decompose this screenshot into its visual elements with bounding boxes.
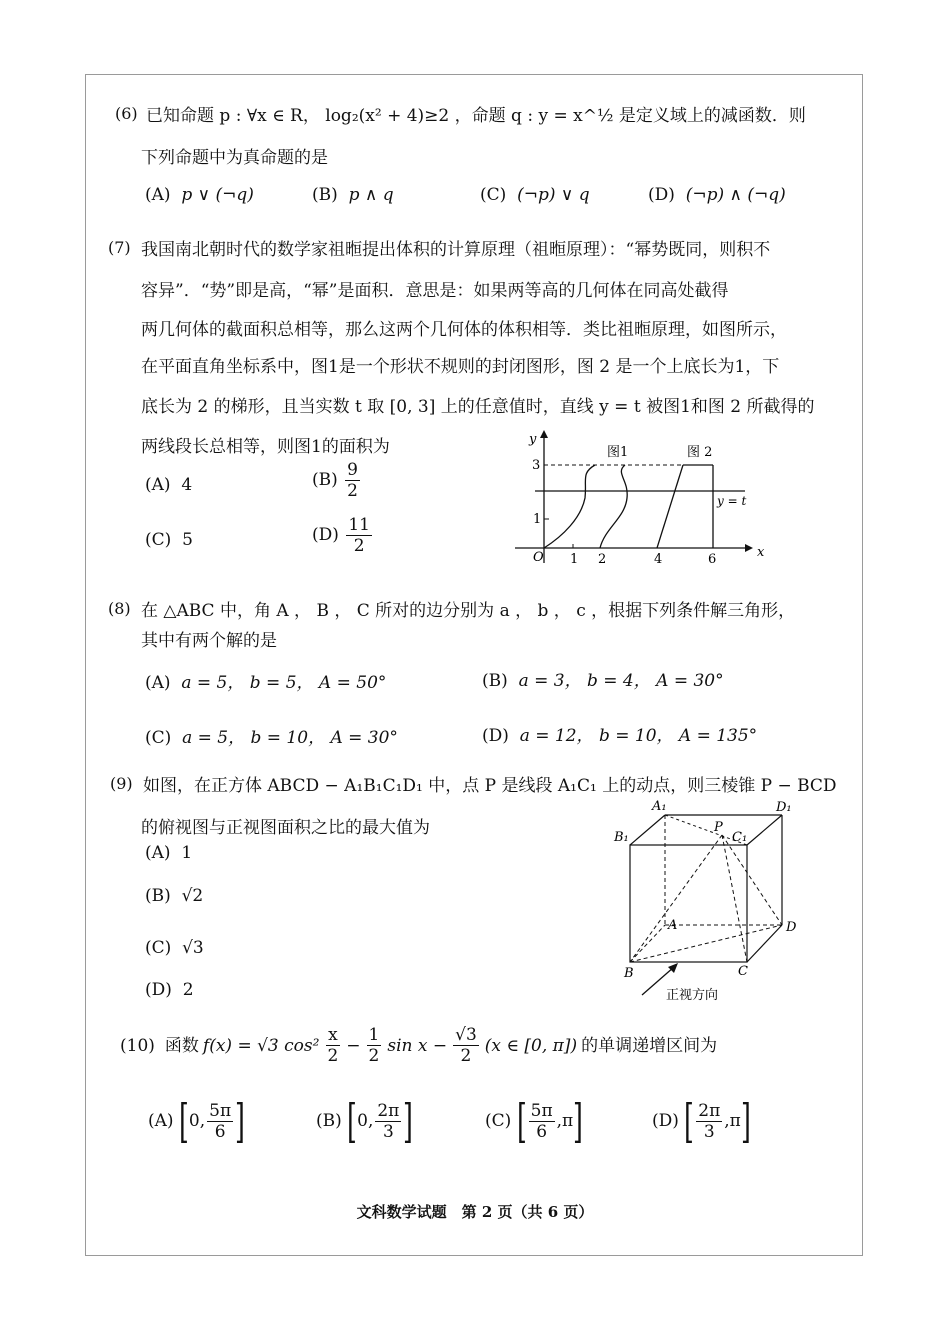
question-text: 下列命题中为真命题的是 bbox=[141, 148, 328, 168]
area-figure bbox=[505, 428, 765, 568]
question-text: 在 △ABC 中，角 A ， B ， C 所对的边分别为 a ， b ， c ，根据下列条件解三角形， bbox=[141, 601, 796, 621]
option-c: (C) [ $\frac{5\pi}{6}$ ,π ] bbox=[485, 1094, 584, 1148]
option-b: (B) a = 3， b = 4， A = 30° bbox=[482, 671, 724, 691]
view-direction-caption: 正视方向 bbox=[666, 988, 719, 1003]
option-b: (B) p ∧ q bbox=[312, 185, 394, 205]
x-tick: 2 bbox=[598, 552, 607, 567]
cube-figure bbox=[610, 795, 820, 1010]
line-y-t-label: y = t bbox=[717, 494, 747, 508]
y-tick: 1 bbox=[533, 512, 542, 527]
vertex-label: C bbox=[738, 964, 748, 979]
option-a: (A) 1 bbox=[145, 843, 193, 863]
question-text: 底长为 2 的梯形，且当实数 t 取 [0, 3] 上的任意值时，直线 y = t 被图1和图 2 所截得的 bbox=[141, 397, 815, 417]
option-b: (B) $\frac{9}{2}$ bbox=[312, 460, 358, 501]
question-number: (7) bbox=[108, 238, 131, 257]
origin-label: O bbox=[533, 550, 544, 565]
trapezoid-left-side bbox=[657, 465, 683, 548]
option-c: (C) a = 5， b = 10， A = 30° bbox=[145, 728, 398, 748]
vertex-label: B₁ bbox=[614, 830, 629, 845]
option-a: (A) p ∨ (¬q) bbox=[145, 185, 254, 205]
y-axis-arrow bbox=[540, 430, 548, 438]
option-b: (B) [ 0, $\frac{2\pi}{3}$ ] bbox=[316, 1094, 414, 1148]
question-text: 在平面直角坐标系中，图1是一个形状不规则的封闭图形，图 2 是一个上底长为1，下 bbox=[141, 357, 780, 377]
option-d: (D) $\frac{11}{2}$ bbox=[312, 515, 370, 556]
option-d: (D) [ $\frac{2\pi}{3}$ ,π ] bbox=[652, 1094, 751, 1148]
question-text: (10) 函数 f(x) = √3 cos² $\frac{x}{2}$ − $\frac{1}{2}$ sin x − $\frac{√3}{2}$ (x ∈ [0, π]) 的单调递增区间为 bbox=[120, 1025, 718, 1066]
question-text: 如图，在正方体 ABCD − A₁B₁C₁D₁ 中，点 P 是线段 A₁C₁ 上的动点，则三棱锥 P − BCD bbox=[143, 776, 837, 796]
question-text: 两几何体的截面积总相等，那么这两个几何体的体积相等．类比祖暅原理，如图所示， bbox=[141, 320, 787, 340]
y-tick: 3 bbox=[532, 458, 541, 473]
vertex-label: C₁ bbox=[732, 830, 748, 845]
question-text: 已知命题 p : ∀x ∈ R， log₂(x² + 4)≥2 ，命题 q : y = x^½ 是定义域上的减函数．则 bbox=[146, 106, 806, 126]
vertex-label: A₁ bbox=[652, 799, 667, 814]
x-tick: 4 bbox=[654, 552, 663, 567]
vertex-label: B bbox=[624, 966, 634, 981]
figure1-label: 图1 bbox=[607, 445, 629, 460]
option-a: (A) 4 bbox=[145, 475, 193, 495]
question-text: 的俯视图与正视图面积之比的最大值为 bbox=[141, 818, 430, 838]
question-text: 我国南北朝时代的数学家祖暅提出体积的计算原理（祖暅原理）：“幂势既同，则积不 bbox=[141, 240, 771, 260]
vertex-label: D₁ bbox=[776, 800, 792, 815]
vertex-label: A bbox=[668, 918, 678, 933]
vertex-label: P bbox=[714, 820, 723, 835]
y-axis-label: y bbox=[529, 432, 537, 447]
option-d: (D) (¬p) ∧ (¬q) bbox=[648, 185, 786, 205]
question-text: 容异”．“势”即是高，“幂”是面积．意思是：如果两等高的几何体在同高处截得 bbox=[141, 281, 729, 301]
x-tick: 1 bbox=[570, 552, 579, 567]
option-b: (B) √2 bbox=[145, 886, 204, 906]
x-axis-label: x bbox=[757, 545, 765, 560]
x-axis-arrow bbox=[745, 544, 753, 552]
question-number: (10) bbox=[120, 1035, 155, 1056]
figure2-label: 图 2 bbox=[687, 445, 713, 460]
question-text: 两线段长总相等，则图1的面积为 bbox=[141, 437, 390, 457]
option-c: (C) √3 bbox=[145, 938, 204, 958]
option-d: (D) 2 bbox=[145, 980, 194, 1000]
vertex-label: D bbox=[786, 920, 797, 935]
page-footer: 文科数学试题 第 2 页（共 6 页） bbox=[356, 1203, 594, 1221]
figure1-left-curve bbox=[544, 465, 595, 548]
question-text: 其中有两个解的是 bbox=[141, 631, 277, 651]
x-tick: 6 bbox=[708, 552, 717, 567]
option-c: (C) (¬p) ∨ q bbox=[480, 185, 590, 205]
question-number: (6) bbox=[115, 104, 138, 123]
option-d: (D) a = 12， b = 10， A = 135° bbox=[482, 726, 758, 746]
question-number: (9) bbox=[110, 774, 133, 793]
figure1-right-curve bbox=[600, 465, 627, 548]
option-a: (A) a = 5， b = 5， A = 50° bbox=[145, 673, 387, 693]
question-number: (8) bbox=[108, 599, 131, 618]
option-c: (C) 5 bbox=[145, 530, 193, 550]
option-a: (A) [ 0, $\frac{5\pi}{6}$ ] bbox=[148, 1094, 246, 1148]
